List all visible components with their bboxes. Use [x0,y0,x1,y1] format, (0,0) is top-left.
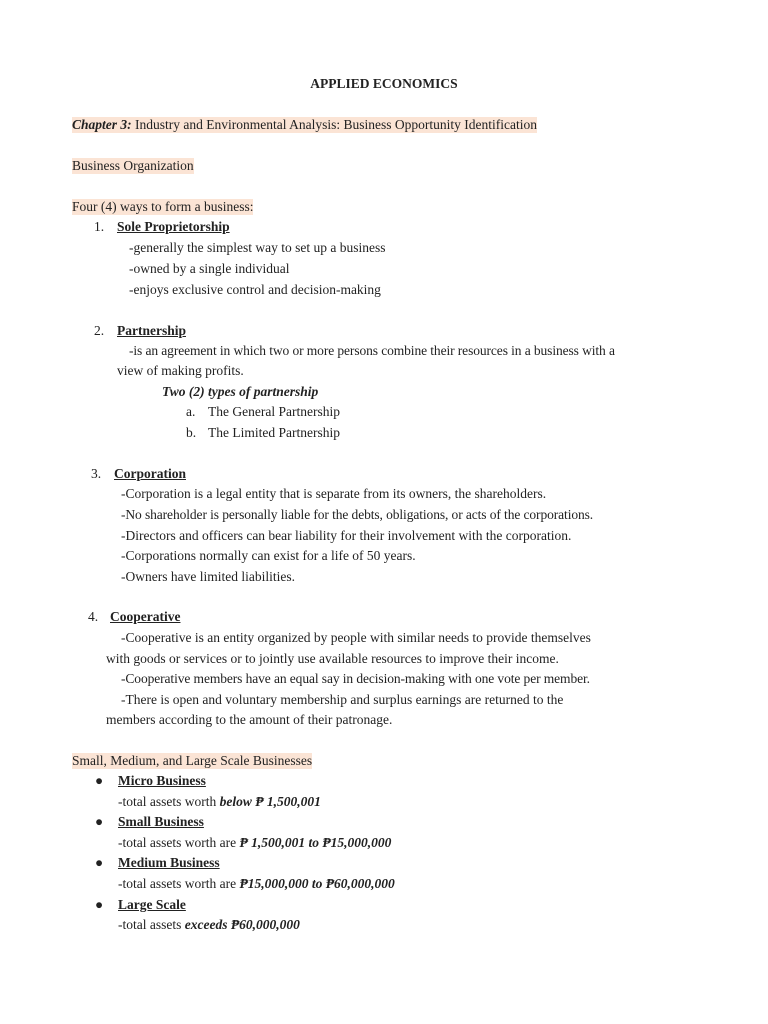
scale-title-large: Large Scale [118,897,186,912]
chapter-heading [72,117,537,133]
scale-desc-micro [118,794,321,810]
partnership-title: Partnership [117,323,186,338]
sole-point: -enjoys exclusive control and decision-making [129,282,381,297]
scale-desc-medium [118,876,395,892]
four-ways-heading: Four (4) ways to form a business: [72,199,254,214]
scale-value: ₱15,000,000 to ₱60,000,000 [239,876,395,891]
chapter-title: Industry and Environmental Analysis: Business Opportunity Identification [131,117,537,132]
corporation-point: -Directors and officers can bear liability for their involvement with the corporation. [121,528,572,543]
cooperative-title: Cooperative [110,609,181,624]
page-title: APPLIED ECONOMICS [310,76,458,91]
sole-point: -owned by a single individual [129,261,290,276]
partnership-desc: -is an agreement in which two or more persons combine their resources in a business with a [129,343,615,358]
scale-desc-prefix: -total assets [118,917,185,932]
bullet-icon: ● [95,855,104,870]
scale-desc-prefix: -total assets worth [118,794,220,809]
scale-desc-prefix: -total assets worth are [118,835,240,850]
corporation-point: -Corporation is a legal entity that is separate from its owners, the shareholders. [121,486,547,501]
corporation-point: -Corporations normally can exist for a life of 50 years. [121,548,416,563]
cooperative-line: with goods or services or to jointly use available resources to improve their income. [106,651,559,666]
sole-point: -generally the simplest way to set up a business [129,240,386,255]
scale-title-small: Small Business [118,814,204,829]
scale-title-medium: Medium Business [118,855,220,870]
corporation-number: 3. [91,466,102,481]
scale-desc-prefix: -total assets worth are [118,876,240,891]
scale-heading: Small, Medium, and Large Scale Businesses [72,753,313,768]
section-heading-business-organization: Business Organization [72,158,194,173]
cooperative-line: -Cooperative is an entity organized by people with similar needs to provide themselves [121,630,591,645]
bullet-icon: ● [95,897,104,912]
cooperative-line: -There is open and voluntary membership and surplus earnings are returned to the [121,692,564,707]
scale-value: exceeds ₱60,000,000 [184,917,300,932]
partnership-type-marker: a. [186,404,196,419]
partnership-type: The General Partnership [208,404,340,419]
cooperative-line: -Cooperative members have an equal say in decision-making with one vote per member. [121,671,590,686]
corporation-title: Corporation [114,466,186,481]
cooperative-number: 4. [88,609,99,624]
partnership-type: The Limited Partnership [208,425,340,440]
scale-value: below ₱ 1,500,001 [219,794,321,809]
bullet-icon: ● [95,814,104,829]
scale-title-micro: Micro Business [118,773,206,788]
chapter-label: Chapter 3: [72,117,132,132]
cooperative-line: members according to the amount of their patronage. [106,712,393,727]
corporation-point: -Owners have limited liabilities. [121,569,295,584]
scale-desc-small [118,835,391,851]
bullet-icon: ● [95,773,104,788]
corporation-point: -No shareholder is personally liable for the debts, obligations, or acts of the corporations. [121,507,594,522]
scale-value: ₱ 1,500,001 to ₱15,000,000 [239,835,392,850]
partnership-number: 2. [94,323,105,338]
partnership-desc: view of making profits. [117,363,244,378]
sole-title: Sole Proprietorship [117,219,230,234]
partnership-type-marker: b. [186,425,197,440]
partnership-types-heading: Two (2) types of partnership [162,384,319,399]
scale-desc-large [118,917,300,933]
sole-number: 1. [94,219,105,234]
